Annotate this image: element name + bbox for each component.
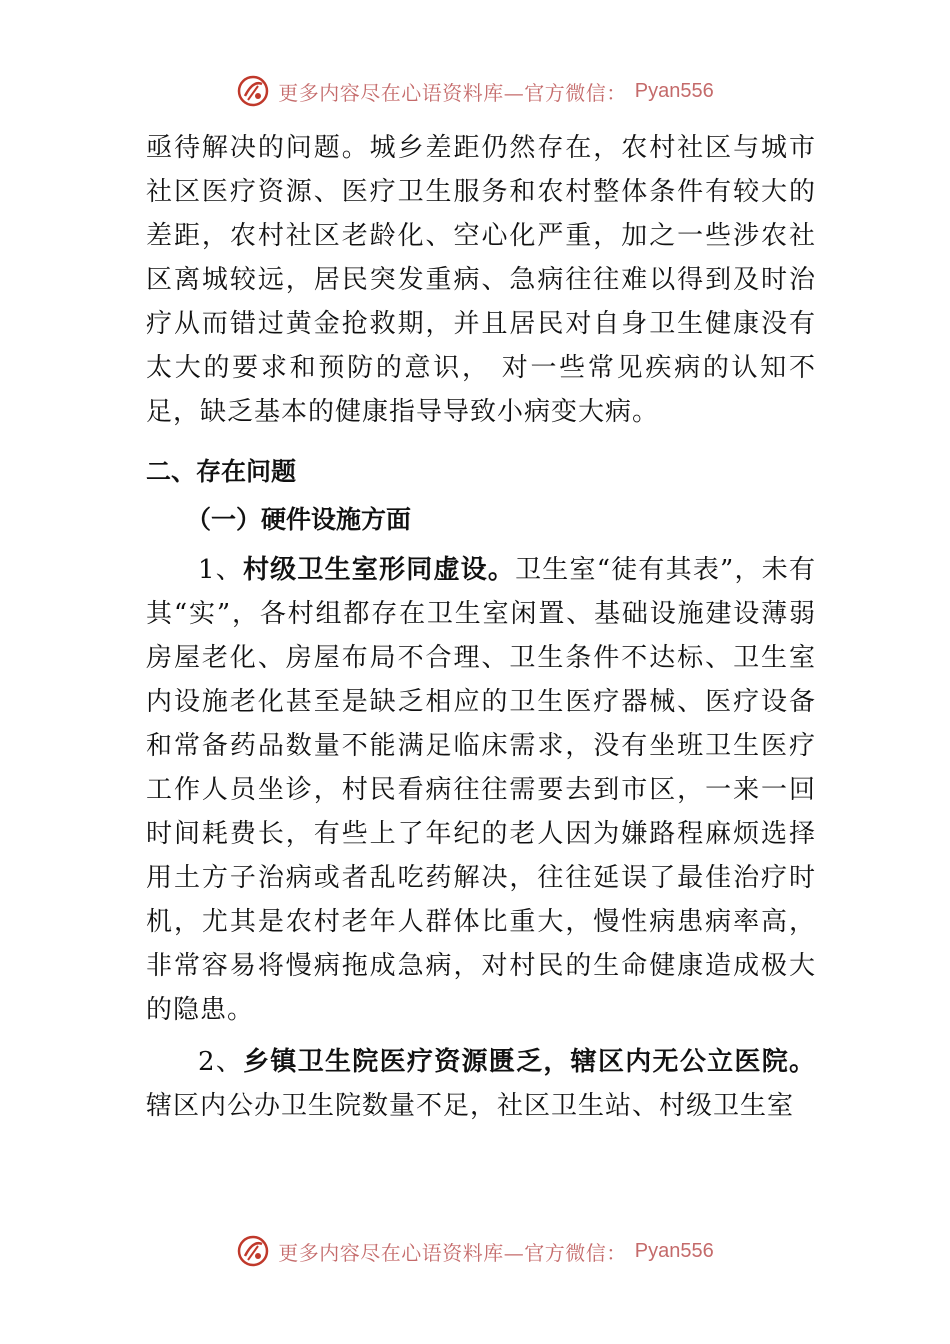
item-2-paragraph xyxy=(146,1040,816,1128)
watermark-id: Pyan556 xyxy=(634,1239,714,1262)
item-1-lead: 村级卫生室形同虚设。 xyxy=(242,555,516,585)
item-1-text: 卫生室“徒有其表”，未有其“实”，各村组都存在卫生室闲置、基础设施建设薄弱房屋老化、房屋布局不合理、卫生条件不达标、卫生室内设施老化甚至是缺乏相应的卫生医疗器械、医疗设备和常备药品数量不能满足临床需求，没有坐班卫生医疗工作人员坐诊，村民看病往往需要去到市区，一来一回时间耗费长，有些上了年纪的老人因为嫌路程麻烦选择用土方子治病或者乱吃药解决，往往延误了最佳治疗时机，尤其是农村老年人群体比重大，慢性病患病率高，非常容易将慢病拖成急病，对村民的生命健康造成极大的隐患。 xyxy=(146,555,816,1025)
item-2-lead: 乡镇卫生院医疗资源匮乏，辖区内无公立医院。 xyxy=(243,1047,816,1077)
watermark-id: Pyan556 xyxy=(634,79,714,102)
intro-paragraph: 亟待解决的问题。城乡差距仍然存在，农村社区与城市社区医疗资源、医疗卫生服务和农村整体条件有较大的差距，农村社区老龄化、空心化严重，加之一些涉农社区离城较远，居民突发重病、急病往往难以得到及时治疗从而错过黄金抢救期，并且居民对自身卫生健康没有太大的要求和预防的意识， 对一些常见疾病的认知不足，缺乏基本的健康指导导致小病变大病。 xyxy=(146,133,816,427)
watermark-logo-icon xyxy=(236,1234,270,1268)
watermark-text: 更多内容尽在心语资料库—官方微信： xyxy=(278,1240,627,1265)
watermark-banner-bottom xyxy=(0,1234,950,1268)
item-1-paragraph xyxy=(146,548,816,1032)
item-1-number: 1、 xyxy=(198,555,243,585)
watermark-banner-top xyxy=(0,74,950,108)
section-heading: 二、存在问题 xyxy=(146,457,297,486)
item-2-text: 辖区内公办卫生院数量不足，社区卫生站、村级卫生室 xyxy=(146,1091,795,1121)
watermark-logo-icon xyxy=(236,74,270,108)
item-2-number: 2、 xyxy=(198,1047,244,1077)
watermark-text: 更多内容尽在心语资料库—官方微信： xyxy=(278,80,627,105)
document-body xyxy=(146,126,816,1128)
paragraph-gap xyxy=(146,1032,816,1040)
subsection-heading: （一）硬件设施方面 xyxy=(186,505,412,534)
